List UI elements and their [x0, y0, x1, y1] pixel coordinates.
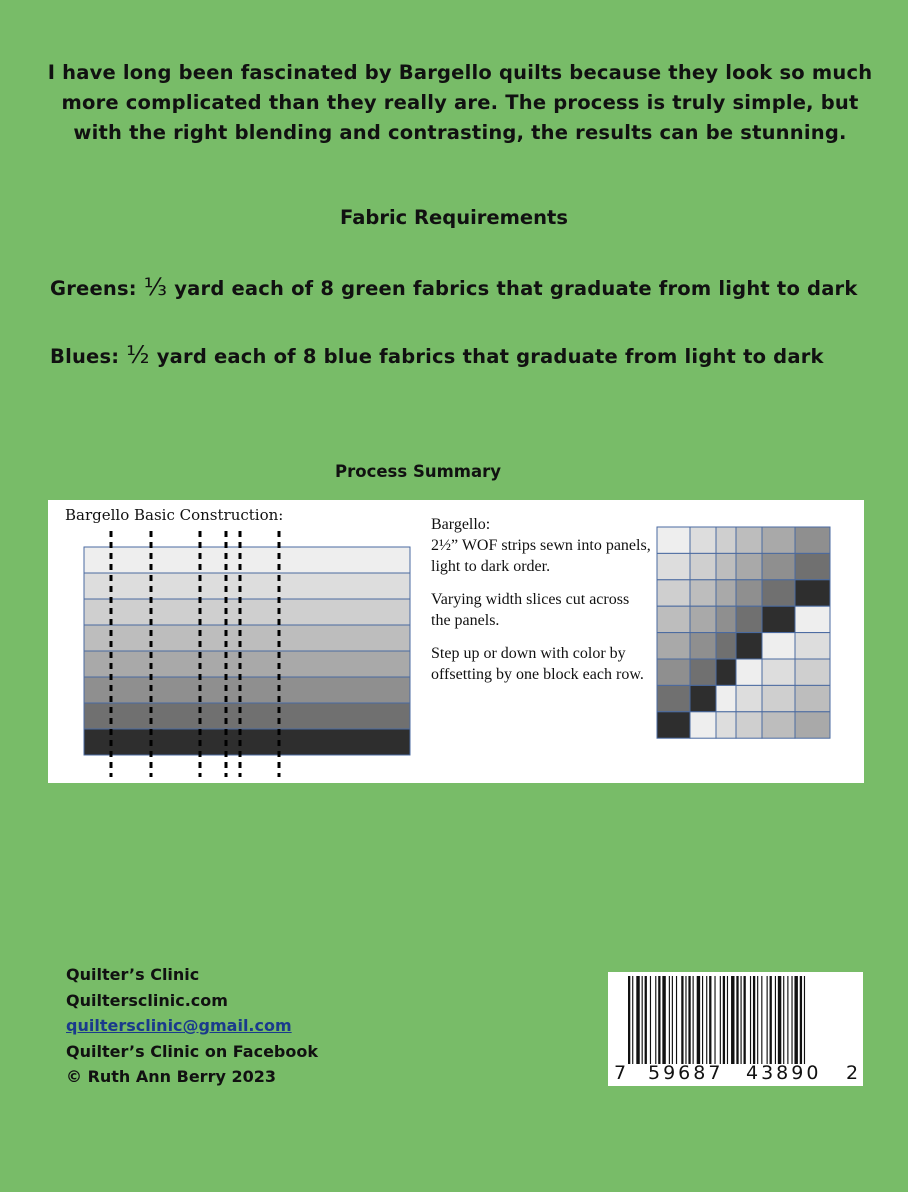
grid-block	[762, 685, 795, 711]
grid-block	[716, 553, 736, 579]
barcode-bar	[702, 976, 703, 1064]
grid-block	[657, 553, 690, 579]
grid-block	[690, 712, 716, 738]
grid-block	[795, 553, 830, 579]
barcode-bar	[804, 976, 805, 1064]
blues-label: Blues:	[50, 345, 120, 368]
barcode-digit-first: 7	[614, 1062, 627, 1084]
grid-block	[657, 633, 690, 659]
grid-block	[716, 527, 736, 553]
grid-block	[716, 712, 736, 738]
greens-text: yard each of 8 green fabrics that graduate from light to dark	[174, 277, 858, 300]
grid-block	[690, 606, 716, 632]
barcode-bar	[714, 976, 715, 1064]
barcode-bar	[642, 976, 643, 1064]
grid-block	[690, 659, 716, 685]
brand-name: Quilter’s Clinic	[66, 965, 200, 984]
barcode-bar	[791, 976, 792, 1064]
blues-fraction: ½	[126, 341, 150, 369]
grid-block	[657, 580, 690, 606]
barcode-bar	[658, 976, 660, 1064]
barcode-bar	[744, 976, 746, 1064]
grid-block	[736, 580, 762, 606]
barcode-group-left: 59687	[648, 1062, 724, 1084]
grid-block	[736, 685, 762, 711]
grid-block	[762, 553, 795, 579]
barcode-bar	[709, 976, 711, 1064]
barcode-bar	[706, 976, 707, 1064]
barcode-bar	[697, 976, 700, 1064]
barcode-bar	[672, 976, 673, 1064]
grid-block	[716, 633, 736, 659]
bargello-description	[431, 514, 651, 697]
grid-block	[736, 527, 762, 553]
grid-block	[762, 580, 795, 606]
barcode-bar	[787, 976, 788, 1064]
grid-block	[736, 712, 762, 738]
grid-block	[762, 633, 795, 659]
description-offset: Step up or down with color by offsetting by one block each row.	[431, 645, 644, 683]
barcode-bar	[685, 976, 686, 1064]
strip-panel-diagram	[80, 527, 420, 783]
barcode-bar	[741, 976, 742, 1064]
process-summary-heading: Process Summary	[335, 462, 501, 481]
greens-fraction: ⅓	[143, 273, 168, 301]
fabric-strip	[84, 703, 410, 729]
grid-block	[795, 659, 830, 685]
grid-block	[716, 606, 736, 632]
fabric-strip	[84, 651, 410, 677]
blues-text: yard each of 8 blue fabrics that graduate from light to dark	[156, 345, 824, 368]
barcode-bar	[662, 976, 665, 1064]
barcode-bar	[750, 976, 751, 1064]
barcode-bar	[655, 976, 656, 1064]
grid-block	[736, 659, 762, 685]
barcode-bar	[767, 976, 768, 1064]
barcode-bar	[632, 976, 633, 1064]
barcode-bar	[669, 976, 670, 1064]
barcode-group-right: 43890	[746, 1062, 822, 1084]
description-slices: Varying width slices cut across the panels.	[431, 591, 630, 629]
barcode-bar	[676, 976, 677, 1064]
grid-block	[690, 553, 716, 579]
barcode-bar	[681, 976, 683, 1064]
copyright-text: © Ruth Ann Berry 2023	[66, 1067, 276, 1086]
barcode-bar	[778, 976, 781, 1064]
greens-label: Greens:	[50, 277, 137, 300]
barcode-bar	[731, 976, 734, 1064]
grid-block	[690, 685, 716, 711]
grid-block	[736, 633, 762, 659]
grid-block	[795, 712, 830, 738]
fabric-strip	[84, 625, 410, 651]
barcode-bar	[720, 976, 721, 1064]
intro-paragraph: I have long been fascinated by Bargello quilts because they look so much more complicated than they really are. The process is truly simple, but with the right blending and contrasting, the results can be stunning.	[47, 61, 873, 144]
grid-block	[762, 606, 795, 632]
barcode-bar	[775, 976, 776, 1064]
fabric-strip	[84, 599, 410, 625]
grid-block	[690, 527, 716, 553]
bargello-step-grid	[656, 526, 836, 742]
grid-block	[690, 633, 716, 659]
grid-block	[795, 685, 830, 711]
fabric-strip	[84, 729, 410, 755]
grid-block	[795, 633, 830, 659]
barcode-bar	[753, 976, 755, 1064]
barcode-bar	[761, 976, 762, 1064]
barcode-bar	[736, 976, 738, 1064]
barcode-bar	[688, 976, 690, 1064]
barcode-bar	[636, 976, 639, 1064]
grid-block	[657, 606, 690, 632]
barcode-bar	[800, 976, 802, 1064]
greens-requirement	[50, 272, 860, 304]
grid-block	[657, 685, 690, 711]
fabric-strip	[84, 547, 410, 573]
grid-block	[762, 659, 795, 685]
fabric-strip	[84, 677, 410, 703]
barcode-bar	[770, 976, 772, 1064]
barcode-bar	[723, 976, 725, 1064]
description-title: Bargello:	[431, 516, 491, 533]
barcode-bar	[650, 976, 651, 1064]
barcode-bar	[783, 976, 784, 1064]
grid-block	[762, 712, 795, 738]
grid-block	[795, 606, 830, 632]
grid-block	[716, 659, 736, 685]
barcode-bar	[757, 976, 758, 1064]
barcode-bar	[645, 976, 647, 1064]
grid-block	[762, 527, 795, 553]
barcode-digits	[608, 1062, 863, 1086]
fabric-strip	[84, 573, 410, 599]
barcode-bar	[693, 976, 694, 1064]
grid-block	[795, 580, 830, 606]
description-strips: 2½” WOF strips sewn into panels, light to dark order.	[431, 537, 651, 575]
email-link[interactable]: quiltersclinic@gmail.com	[66, 1016, 292, 1035]
grid-block	[736, 606, 762, 632]
grid-block	[716, 685, 736, 711]
fabric-requirements-heading: Fabric Requirements	[340, 206, 568, 229]
grid-block	[657, 659, 690, 685]
barcode-bar	[794, 976, 797, 1064]
barcode-bar	[727, 976, 728, 1064]
construction-caption: Bargello Basic Construction:	[65, 506, 284, 524]
grid-block	[795, 527, 830, 553]
contact-block	[66, 962, 318, 1090]
barcode-bar	[628, 976, 630, 1064]
facebook-text: Quilter’s Clinic on Facebook	[66, 1041, 318, 1061]
website-link[interactable]: Quiltersclinic.com	[66, 990, 228, 1010]
grid-block	[690, 580, 716, 606]
barcode-digit-last: 2	[846, 1062, 859, 1084]
grid-block	[716, 580, 736, 606]
blues-requirement	[50, 340, 860, 372]
grid-block	[657, 712, 690, 738]
grid-block	[736, 553, 762, 579]
grid-block	[657, 527, 690, 553]
